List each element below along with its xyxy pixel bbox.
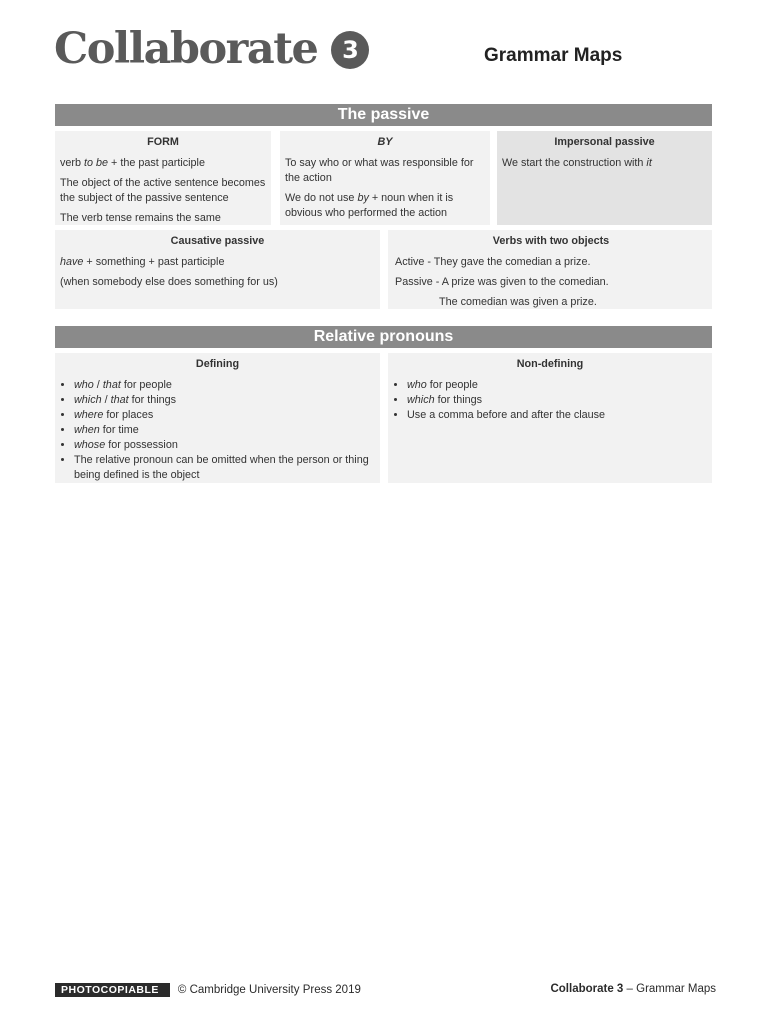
footer-section-name: Grammar Maps [636,983,716,995]
impersonal-title: Impersonal passive [554,136,655,148]
form-line-1: verb to be + the past participle [60,157,205,169]
logo-wordmark: Collaborate [54,24,318,74]
footer-right [550,983,716,995]
list-item: • The relative pronoun can be omitted when the person or thing being defined is the object [74,453,375,483]
relative-section-heading: Relative pronouns [55,326,712,348]
defining-title: Defining [195,358,240,370]
list-item: • who / that for people [74,378,375,393]
two-objects-box [388,230,712,309]
passive-section-heading: The passive [55,104,712,126]
list-item: • where for places [74,408,375,423]
causative-line-1: have + something + past participle [60,256,225,268]
non-defining-list [393,378,707,423]
by-line-1: To say who or what was responsible for the action [285,157,474,184]
page-title: Grammar Maps [484,45,623,66]
causative-passive-box [55,230,380,309]
list-item: • Use a comma before and after the clause [407,408,707,423]
list-item: • whose for possession [74,438,375,453]
collaborate-logo [54,24,369,74]
causative-line-2: (when somebody else does something for us) [60,276,278,288]
non-defining-box [388,353,712,483]
non-defining-title: Non-defining [516,358,584,370]
impersonal-passive-box [497,131,712,225]
by-title: BY [377,136,393,148]
footer-separator: – [623,983,637,995]
causative-title: Causative passive [170,235,265,247]
by-line-2: We do not use by + noun when it is obvious who performed the action [285,192,454,219]
list-item: • which for things [407,393,707,408]
form-title: FORM [147,136,179,148]
two-objects-line-2: Passive - A prize was given to the comedian. [395,276,609,288]
form-box [55,131,271,225]
defining-box [55,353,380,483]
level-number-badge: 3 [331,31,369,69]
defining-list [60,378,375,483]
copyright-text: © Cambridge University Press 2019 [177,984,361,996]
list-item: • when for time [74,423,375,438]
form-line-2: The object of the active sentence becomes the subject of the passive sentence [60,177,266,204]
by-box [280,131,490,225]
two-objects-title: Verbs with two objects [492,235,610,247]
footer-left [55,983,361,997]
photocopiable-label: PHOTOCOPIABLE [55,983,170,997]
two-objects-line-3: The comedian was given a prize. [439,296,597,308]
footer-book-title: Collaborate 3 [550,983,624,995]
form-line-3: The verb tense remains the same [60,212,221,224]
list-item: • who for people [407,378,707,393]
list-item: • which / that for things [74,393,375,408]
two-objects-line-1: Active - They gave the comedian a prize. [395,256,591,268]
impersonal-line-1: We start the construction with it [502,157,652,169]
